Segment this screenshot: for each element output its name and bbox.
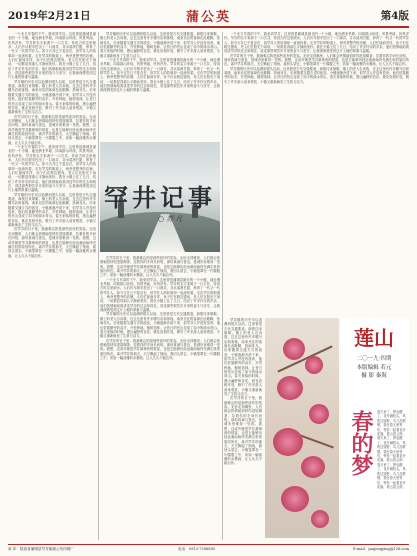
feature-panel: [341, 318, 409, 544]
feature-section: [265, 318, 409, 544]
poem-line: 春天来了，梦也醒了，花开满枝头，风吹过原野，鸟儿在歌唱，我在春天里等你，等你一起看花开花落，看云卷云舒。: [377, 462, 406, 489]
footer-phone: 电话：0913-7288885: [178, 547, 216, 551]
blossom: [281, 486, 309, 512]
article-text: 在罕井的日子里，我最难忘的是那些质朴的笑容。无论走到哪里，人们都会热情地招呼你进屋喝茶，拉着你的手问长问短。那份真诚与善良，是城市里难得一见的。我想，这或许就是罕井最珍贵的财富，也是它能够历经沧桑而始终充满生机的原因所在。离开罕井的那天，天空飘起了细雨，我回头望去，小镇笼罩在一片朦胧之中，宛如一幅淡雅的水墨画，让人久久不能忘怀。: [100, 338, 220, 360]
poem-text: [377, 410, 407, 489]
blossom-photo: [265, 318, 339, 538]
article-text: 罕井镇的历史可以追溯到很久以前，这里曾是古代交通要道，商旅往来频繁。镇上的老人告诉我，过去这里有许多骡马店和客栈，南来北往的客商在此歇脚，热闹非凡。后来随着交通方式的改变，小镇逐渐冷清下来，但罕井人并没有放弃，他们依靠勤劳的双手，开荒种地，植树造林，让昔日的荒山变成了如今的绿水青山。春天来临的时候，漫山遍野的杏花、桃花竞相开放，吸引了许多游人前来观赏，小镇又重新焕发了生机与活力。: [8, 192, 96, 228]
article-text: 一个北方早春的下午，我来到罕井。这里曾是蒲城县最北的一个小镇，地处渭北旱塬，四周群山环绕，风景秀丽，民风淳朴。罕井的名字来源于一口古井，传说古时这里缺水，人们历尽艰辛挖出了一口深井，井水清冽甘甜，养育了一代又一代的罕井人。如今古井已不复存在，但罕井人的故事却一直流传着。走在罕井的街道上，两旁是整齐的店铺，人们忙碌而安详，孩子们在路边嬉戏，老人们在阳光下闲谈，一切都显得那么平静而美好。我在小镇上住了几日，结识了许多朴实的乡亲，他们热情地给我讲述罕井的过去和现在，讲述那些艰苦岁月里的奋斗与坚守，让我深深感受到这片土地的厚重与温暖。: [8, 32, 96, 80]
footer-email: E-mail：pugongying@126.com: [352, 547, 409, 551]
footer-printer: 承 印：陕西省蒲城县罕井镇蒲公英印刷厂: [8, 547, 74, 551]
editor-credit: 本版编辑 若元: [356, 365, 392, 371]
photo-credit: 摄 影 秦海: [361, 373, 387, 379]
article-column-3: [224, 32, 409, 312]
page-footer: [8, 544, 409, 553]
article-column-2-bottom: [100, 256, 220, 540]
article-column-3-bottom: [224, 318, 262, 540]
blossom: [311, 510, 329, 528]
blossom: [301, 456, 325, 478]
page-header: [8, 6, 409, 28]
article-text: 一个北方早春的下午，我来到罕井。这里曾是蒲城县最北的一个小镇，地处渭北旱塬，四周群山环绕，风景秀丽，民风淳朴。罕井的名字来源于一口古井，传说古时这里缺水，人们历尽艰辛挖出了一口深井，井水清冽甘甜，养育了一代又一代的罕井人。如今古井已不复存在，但罕井人的故事却一直流传着。走在罕井的街道上，两旁是整齐的店铺，人们忙碌而安详，孩子们在路边嬉戏，老人们在阳光下闲谈，一切都显得那么平静而美好。我在小镇上住了几日，结识了许多朴实的乡亲，他们热情地给我讲述罕井的过去和现在，讲述那些艰苦岁月里的奋斗与坚守，让我深深感受到这片土地的厚重与温暖。: [100, 277, 220, 313]
article-text: 罕井镇的历史可以追溯到很久以前，这里曾是古代交通要道，商旅往来频繁。镇上的老人告诉我，过去这里有许多骡马店和客栈，南来北往的客商在此歇脚，热闹非凡。后来随着交通方式的改变，小镇逐渐冷清下来，但罕井人并没有放弃，他们依靠勤劳的双手，开荒种地，植树造林，让昔日的荒山变成了如今的绿水青山。春天来临的时候，漫山遍野的杏花、桃花竞相开放，吸引了许多游人前来观赏，小镇又重新焕发了生机与活力。: [224, 66, 409, 84]
article-text: 罕井镇的历史可以追溯到很久以前，这里曾是古代交通要道，商旅往来频繁。镇上的老人告诉我，过去这里有许多骡马店和客栈，南来北往的客商在此歇脚，热闹非凡。后来随着交通方式的改变，小镇逐渐冷清下来，但罕井人并没有放弃，他们依靠勤劳的双手，开荒种地，植树造林，让昔日的荒山变成了如今的绿水青山。春天来临的时候，漫山遍野的杏花、桃花竞相开放，吸引了许多游人前来观赏，小镇又重新焕发了生机与活力。: [100, 32, 220, 58]
article-text: 在罕井的日子里，我最难忘的是那些质朴的笑容。无论走到哪里，人们都会热情地招呼你进屋喝茶，拉着你的手问长问短。那份真诚与善良，是城市里难得一见的。我想，这或许就是罕井最珍贵的财富，也是它能够历经沧桑而始终充满生机的原因所在。离开罕井的那天，天空飘起了细雨，我回头望去，小镇笼罩在一片朦胧之中，宛如一幅淡雅的水墨画，让人久久不能忘怀。: [224, 396, 262, 466]
article-text: 一个北方早春的下午，我来到罕井。这里曾是蒲城县最北的一个小镇，地处渭北旱塬，四周群山环绕，风景秀丽，民风淳朴。罕井的名字来源于一口古井，传说古时这里缺水，人们历尽艰辛挖出了一口深井，井水清冽甘甜，养育了一代又一代的罕井人。如今古井已不复存在，但罕井人的故事却一直流传着。走在罕井的街道上，两旁是整齐的店铺，人们忙碌而安详，孩子们在路边嬉戏，老人们在阳光下闲谈，一切都显得那么平静而美好。我在小镇上住了几日，结识了许多朴实的乡亲，他们热情地给我讲述罕井的过去和现在，讲述那些艰苦岁月里的奋斗与坚守，让我深深感受到这片土地的厚重与温暖。: [8, 144, 96, 193]
credits: [341, 364, 407, 380]
article-banner: [100, 142, 220, 252]
blossom: [305, 356, 323, 374]
masthead: 蒲公英: [185, 10, 232, 25]
blossom: [277, 376, 303, 400]
blossom: [309, 404, 329, 424]
poem-line: 春天来了，梦也醒了，花开满枝头，风吹过原野，鸟儿在歌唱，我在春天里等你，等你一起看花开花落，看云卷云舒。: [377, 410, 406, 437]
poem-line: 春天来了，梦也醒了，花开满枝头，风吹过原野，鸟儿在歌唱，我在春天里等你，等你一起看花开花落，看云卷云舒。: [377, 436, 406, 463]
article-text: 在罕井的日子里，我最难忘的是那些质朴的笑容。无论走到哪里，人们都会热情地招呼你进屋喝茶，拉着你的手问长问短。那份真诚与善良，是城市里难得一见的。我想，这或许就是罕井最珍贵的财富，也是它能够历经沧桑而始终充满生机的原因所在。离开罕井的那天，天空飘起了细雨，我回头望去，小镇笼罩在一片朦胧之中，宛如一幅淡雅的水墨画，让人久久不能忘怀。: [224, 53, 409, 67]
article-column-2-top: [100, 32, 220, 140]
edition-label: 二〇一九·四期: [356, 356, 392, 362]
banner-title: 罕井记事: [104, 183, 216, 212]
article-text: 一个北方早春的下午，我来到罕井。这里曾是蒲城县最北的一个小镇，地处渭北旱塬，四周群山环绕，风景秀丽，民风淳朴。罕井的名字来源于一口古井，传说古时这里缺水，人们历尽艰辛挖出了一口深井，井水清冽甘甜，养育了一代又一代的罕井人。如今古井已不复存在，但罕井人的故事却一直流传着。走在罕井的街道上，两旁是整齐的店铺，人们忙碌而安详，孩子们在路边嬉戏，老人们在阳光下闲谈，一切都显得那么平静而美好。我在小镇上住了几日，结识了许多朴实的乡亲，他们热情地给我讲述罕井的过去和现在，讲述那些艰苦岁月里的奋斗与坚守，让我深深感受到这片土地的厚重与温暖。: [100, 58, 220, 93]
column-divider: [222, 32, 223, 540]
article-text: 罕井镇的历史可以追溯到很久以前，这里曾是古代交通要道，商旅往来频繁。镇上的老人告诉我，过去这里有许多骡马店和客栈，南来北往的客商在此歇脚，热闹非凡。后来随着交通方式的改变，小镇逐渐冷清下来，但罕井人并没有放弃，他们依靠勤劳的双手，开荒种地，植树造林，让昔日的荒山变成了如今的绿水青山。春天来临的时候，漫山遍野的杏花、桃花竞相开放，吸引了许多游人前来观赏，小镇又重新焕发了生机与活力。: [8, 79, 96, 115]
column-divider: [98, 32, 99, 540]
blossom: [283, 338, 305, 360]
article-column-1: [8, 32, 96, 540]
article-text: 罕井镇的历史可以追溯到很久以前，这里曾是古代交通要道，商旅往来频繁。镇上的老人告诉我，过去这里有许多骡马店和客栈，南来北往的客商在此歇脚，热闹非凡。后来随着交通方式的改变，小镇逐渐冷清下来，但罕井人并没有放弃，他们依靠勤劳的双手，开荒种地，植树造林，让昔日的荒山变成了如今的绿水青山。春天来临的时候，漫山遍野的杏花、桃花竞相开放，吸引了许多游人前来观赏，小镇又重新焕发了生机与活力。: [224, 318, 262, 396]
issue-date: 2019年2月21日: [8, 10, 91, 22]
blossom: [273, 428, 303, 456]
article-text: 在罕井的日子里，我最难忘的是那些质朴的笑容。无论走到哪里，人们都会热情地招呼你进屋喝茶，拉着你的手问长问短。那份真诚与善良，是城市里难得一见的。我想，这或许就是罕井最珍贵的财富，也是它能够历经沧桑而始终充满生机的原因所在。离开罕井的那天，天空飘起了细雨，我回头望去，小镇笼罩在一片朦胧之中，宛如一幅淡雅的水墨画，让人久久不能忘怀。: [8, 114, 96, 145]
page-number: 第4版: [380, 10, 409, 22]
banner-author: ○ 苏 凡: [158, 215, 183, 223]
article-text: 在罕井的日子里，我最难忘的是那些质朴的笑容。无论走到哪里，人们都会热情地招呼你进屋喝茶，拉着你的手问长问短。那份真诚与善良，是城市里难得一见的。我想，这或许就是罕井最珍贵的财富，也是它能够历经沧桑而始终充满生机的原因所在。离开罕井的那天，天空飘起了细雨，我回头望去，小镇笼罩在一片朦胧之中，宛如一幅淡雅的水墨画，让人久久不能忘怀。: [100, 256, 220, 278]
article-text: 一个北方早春的下午，我来到罕井。这里曾是蒲城县最北的一个小镇，地处渭北旱塬，四周群山环绕，风景秀丽，民风淳朴。罕井的名字来源于一口古井，传说古时这里缺水，人们历尽艰辛挖出了一口深井，井水清冽甘甜，养育了一代又一代的罕井人。如今古井已不复存在，但罕井人的故事却一直流传着。走在罕井的街道上，两旁是整齐的店铺，人们忙碌而安详，孩子们在路边嬉戏，老人们在阳光下闲谈，一切都显得那么平静而美好。我在小镇上住了几日，结识了许多朴实的乡亲，他们热情地给我讲述罕井的过去和现在，讲述那些艰苦岁月里的奋斗与坚守，让我深深感受到这片土地的厚重与温暖。: [224, 32, 409, 54]
section-logo: 莲山: [354, 326, 394, 350]
poem-title: 春的梦: [348, 410, 374, 476]
article-text: 在罕井的日子里，我最难忘的是那些质朴的笑容。无论走到哪里，人们都会热情地招呼你进屋喝茶，拉着你的手问长问短。那份真诚与善良，是城市里难得一见的。我想，这或许就是罕井最珍贵的财富，也是它能够历经沧桑而始终充满生机的原因所在。离开罕井的那天，天空飘起了细雨，我回头望去，小镇笼罩在一片朦胧之中，宛如一幅淡雅的水墨画，让人久久不能忘怀。: [8, 227, 96, 258]
article-text: 罕井镇的历史可以追溯到很久以前，这里曾是古代交通要道，商旅往来频繁。镇上的老人告诉我，过去这里有许多骡马店和客栈，南来北往的客商在此歇脚，热闹非凡。后来随着交通方式的改变，小镇逐渐冷清下来，但罕井人并没有放弃，他们依靠勤劳的双手，开荒种地，植树造林，让昔日的荒山变成了如今的绿水青山。春天来临的时候，漫山遍野的杏花、桃花竞相开放，吸引了许多游人前来观赏，小镇又重新焕发了生机与活力。: [100, 312, 220, 339]
